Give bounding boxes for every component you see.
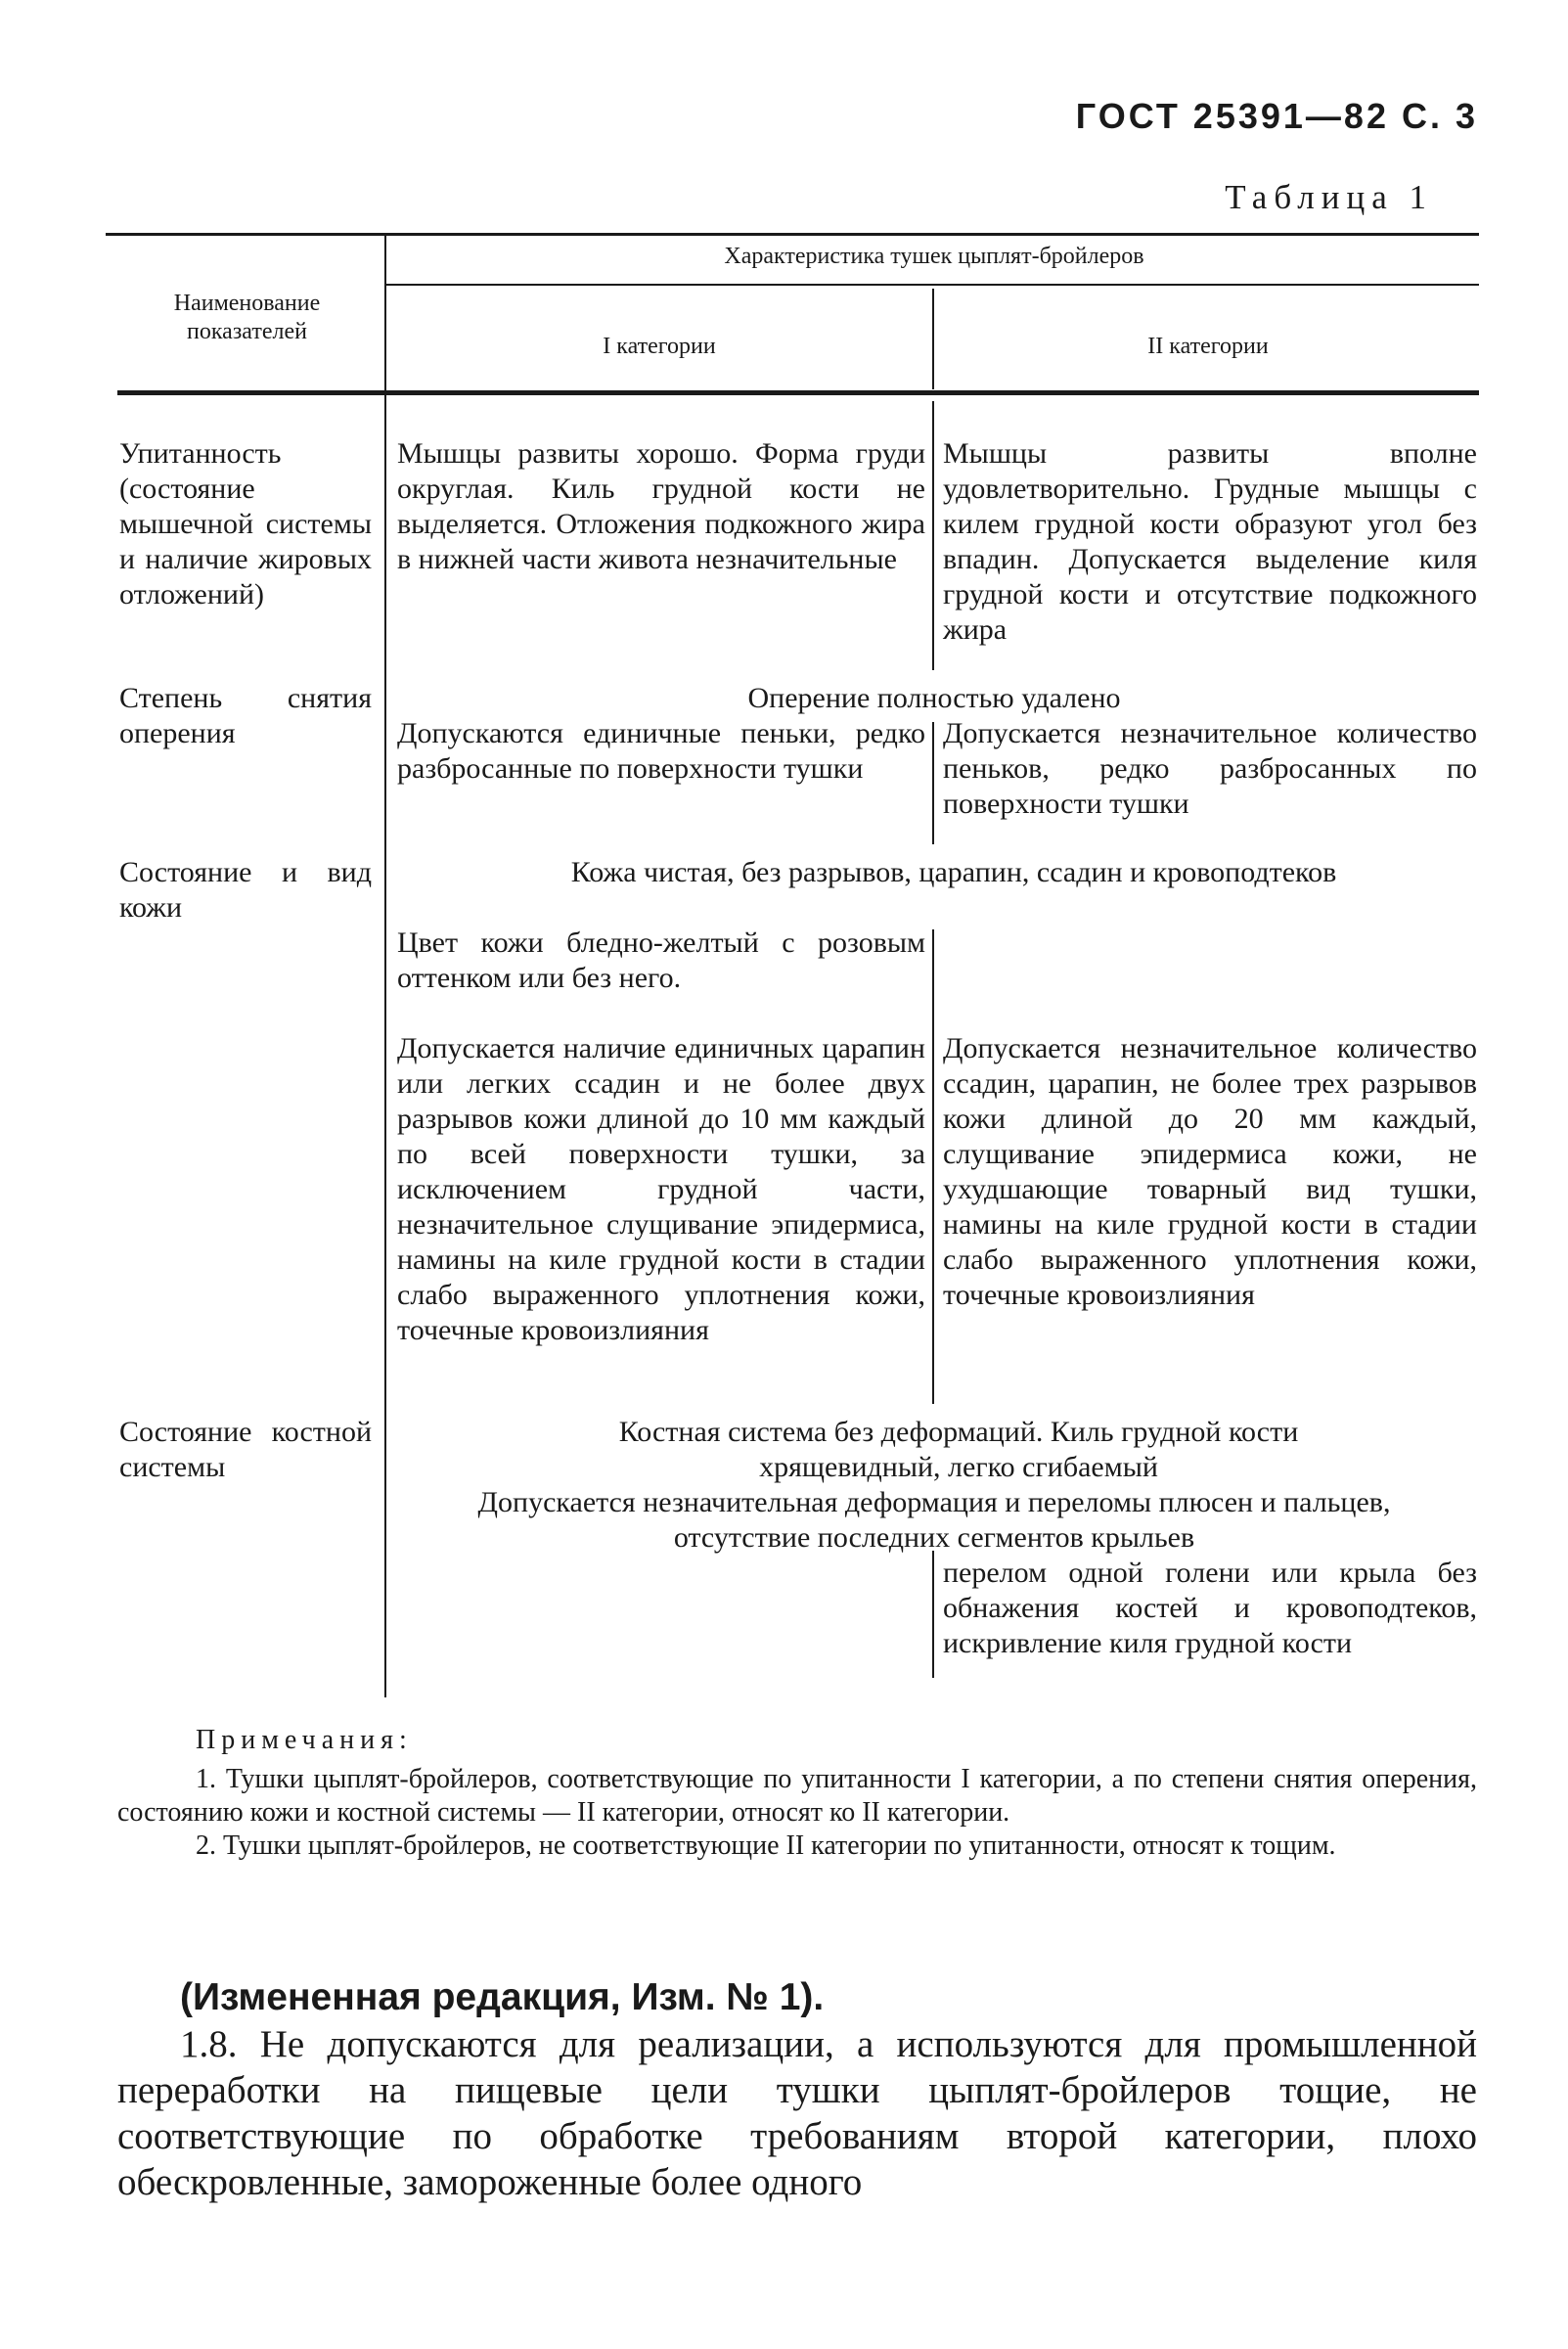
paragraph-1-8: 1.8. Не допускаются для реализации, а используются для промышленной переработки на пищевые цели тушки цыплят-бройлеров тощие, не соответствующие по обработке требованиям второй категории, плохо обескровленные, замороженные более одного	[117, 2023, 1477, 2203]
note-1: 1. Тушки цыплят-бройлеров, соответствующие по упитанности I категории, а по степени снятия оперения, состоянию кожи и костной системы — II категории, относят ко II категории.	[117, 1764, 1477, 1828]
row-skin-common: Кожа чистая, без разрывов, царапин, ссадин и кровоподтеков	[570, 856, 1337, 888]
row-feather-cat2: Допускается незначительное количество пеньков, редко разбросанных по поверхности тушки	[943, 717, 1477, 820]
column-divider-2-row2	[932, 722, 934, 844]
header-characteristics: Характеристика тушек цыплят-бройлеров	[724, 244, 1144, 269]
row-skeleton-cat2: перелом одной голени или крыла без обнажения костей и кровоподтеков, искривление киля грудной кости	[943, 1557, 1477, 1659]
row-skeleton-common: Костная система без деформаций. Киль грудной кости хрящевидный, легко сгибаемый	[618, 1416, 1299, 1483]
row-feather-name: Степень снятия оперения	[119, 682, 372, 749]
column-divider-2-header	[932, 289, 934, 389]
row-nutrition-cat1: Мышцы развиты хорошо. Форма груди округлая. Киль грудной кости не выделяется. Отложения подкожного жира в нижней части живота незначительные	[397, 437, 925, 575]
column-divider-2-row1	[932, 401, 934, 670]
row-skin-cat2: Допускается незначительное количество ссадин, царапин, не более трех разрывов кожи длиной до 20 мм каждый, слущивание эпидермиса кожи, не ухудшающие товарный вид тушки, намины на киле грудной кости в стадии слабо выраженного уплотнения кожи, точечные кровоизлияния	[943, 1032, 1477, 1311]
table-subheader-rule	[386, 284, 1479, 286]
column-divider-1	[384, 235, 386, 1697]
row-skeleton-name: Состояние костной системы	[119, 1416, 372, 1483]
row-nutrition-name: Упитанность (состояние мышечной системы и наличие жировых отложений)	[119, 437, 372, 610]
header-category-1: I категории	[603, 334, 716, 359]
note-2: 2. Тушки цыплят-бройлеров, не соответствующие II категории по упитанности, относят к тощим.	[196, 1830, 1336, 1861]
amendment-line: (Измененная редакция, Изм. № 1).	[180, 1976, 825, 2018]
notes-title: Примечания:	[196, 1725, 413, 1755]
table-top-rule	[106, 233, 1479, 236]
row-skin-cat1-color: Цвет кожи бледно-желтый с розовым оттенком или без него.	[397, 926, 925, 994]
notes-block	[117, 1724, 1477, 1863]
row-nutrition-cat2: Мышцы развиты вполне удовлетворительно. Грудные мышцы с килем грудной кости образуют угол без впадин. Допускается выделение киля грудной кости и отсутствие подкожного жира	[943, 437, 1477, 646]
header-category-2: II категории	[1147, 334, 1269, 359]
row-skin-cat1: Допускается наличие единичных царапин или легких ссадин и не более двух разрывов кожи длиной до 10 мм каждый по всей поверхности тушки, за исключением грудной части, незначительное слущивание эпидермиса, намины на киле грудной кости в стадии слабо выраженного уплотнения кожи, точечные кровоизлияния	[397, 1032, 925, 1346]
row-skeleton-common-2: Допускается незначительная деформация и переломы плюсен и пальцев, отсутствие последних сегментов крыльев	[477, 1486, 1391, 1554]
table-header-rule	[117, 390, 1479, 395]
row-feather-cat1: Допускаются единичные пеньки, редко разбросанные по поверхности тушки	[397, 717, 925, 785]
header-indicators: Наименование показателей	[173, 291, 321, 344]
row-skin-name: Состояние и вид кожи	[119, 856, 372, 924]
page-header: ГОСТ 25391—82 С. 3	[1075, 96, 1478, 136]
table-caption: Таблица 1	[1225, 178, 1433, 216]
column-divider-2-row4	[932, 1551, 934, 1678]
column-divider-2-row3	[932, 929, 934, 1404]
row-feather-common: Оперение полностью удалено	[747, 682, 1121, 714]
